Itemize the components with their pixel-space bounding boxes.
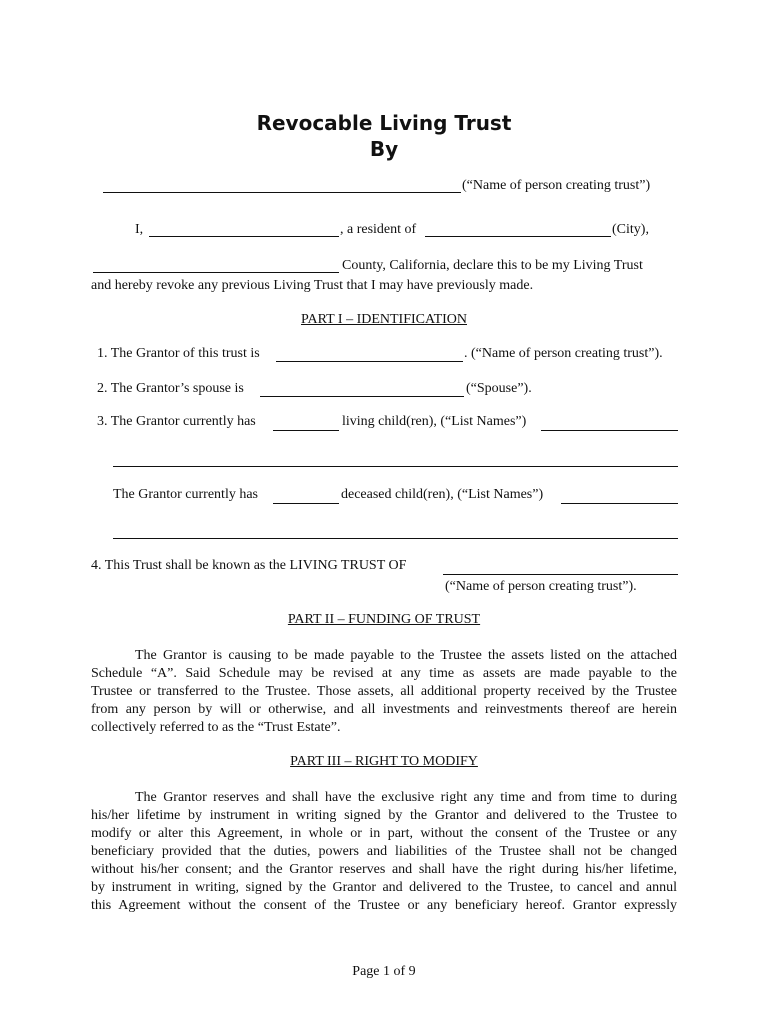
part1-heading: PART I – IDENTIFICATION (301, 312, 467, 327)
part2-paragraph (91, 647, 677, 737)
part2-line: Schedule “A”. Said Schedule may be revised at any time as assets are made payable to the (91, 666, 677, 681)
part2-heading: PART II – FUNDING OF TRUST (287, 612, 481, 627)
part2-line: The Grantor is causing to be made payable to the Trustee the assets listed on the attached (135, 648, 677, 663)
item3-deceased-names-field-2[interactable] (113, 538, 678, 539)
part2-line: from any person by will or otherwise, and all investments and reinvestments thereof are herein (91, 702, 677, 717)
part3-line: beneficiary provided that the duties, powers and liabilities of the Trustee shall not be changed (91, 844, 677, 859)
item3-living-names-field[interactable] (541, 430, 678, 431)
item4-suffix: (“Name of person creating trust”). (445, 579, 637, 594)
part2-line: Trustee or transferred to the Trustee. Those assets, all additional property received by the Trustee (91, 684, 677, 699)
part3-paragraph (91, 789, 677, 915)
city-field[interactable] (425, 236, 611, 237)
intro-county-declaration: County, California, declare this to be my Living Trust (342, 258, 643, 273)
grantor-name-field[interactable] (103, 192, 461, 193)
intro-i: I, (135, 222, 144, 237)
part3-line: The Grantor reserves and shall have the exclusive right any time and from time to during (135, 790, 677, 805)
item4-trust-name-field[interactable] (443, 574, 678, 575)
part3-heading: PART III – RIGHT TO MODIFY (290, 754, 478, 769)
part3-line: this Agreement without the consent of the Trustee or any beneficiary hereof. Grantor expressly (91, 898, 677, 913)
part3-line: by instrument in writing, signed by the Grantor and delivered to the Trustee, to cancel and annul (91, 880, 677, 895)
part3-line: his/her lifetime by instrument in writing signed by the Grantor and delivered to the Trustee to (91, 808, 677, 823)
item3-living-count-field[interactable] (273, 430, 339, 431)
item2-spouse-field[interactable] (260, 396, 464, 397)
item3-deceased-label: deceased child(ren), (“List Names”) (341, 487, 544, 502)
item1-grantor-field[interactable] (276, 361, 463, 362)
item4-label: 4. This Trust shall be known as the LIVING TRUST OF (91, 558, 407, 573)
document-title: Revocable Living Trust (256, 111, 512, 135)
page-number: Page 1 of 9 (352, 964, 416, 979)
item3-deceased-count-field[interactable] (273, 503, 339, 504)
item3-deceased-names-field[interactable] (561, 503, 678, 504)
county-field[interactable] (93, 272, 339, 273)
document-subtitle: By (369, 137, 399, 161)
item3-deceased-prefix: The Grantor currently has (113, 487, 258, 502)
item3-label: 3. The Grantor currently has (97, 414, 256, 429)
intro-revoke: and hereby revoke any previous Living Trust that I may have previously made. (91, 278, 534, 293)
item2-label: 2. The Grantor’s spouse is (97, 381, 244, 396)
item2-suffix: (“Spouse”). (466, 381, 532, 396)
intro-resident-of: , a resident of (340, 222, 417, 237)
item3-living-label: living child(ren), (“List Names”) (342, 414, 527, 429)
item1-suffix: . (“Name of person creating trust”). (464, 346, 663, 361)
intro-city-label: (City), (612, 222, 649, 237)
resident-name-field[interactable] (149, 236, 339, 237)
part3-line: without his/her consent; and the Grantor reserves and shall have the right during his/her lifetime, (91, 862, 677, 877)
item3-living-names-field-2[interactable] (113, 466, 678, 467)
grantor-name-label: (“Name of person creating trust”) (462, 178, 651, 193)
part2-line: collectively referred to as the “Trust Estate”. (91, 720, 341, 735)
part3-line: modify or alter this Agreement, in whole or in part, without the consent of the Trustee or any (91, 826, 677, 841)
item1-label: 1. The Grantor of this trust is (97, 346, 260, 361)
